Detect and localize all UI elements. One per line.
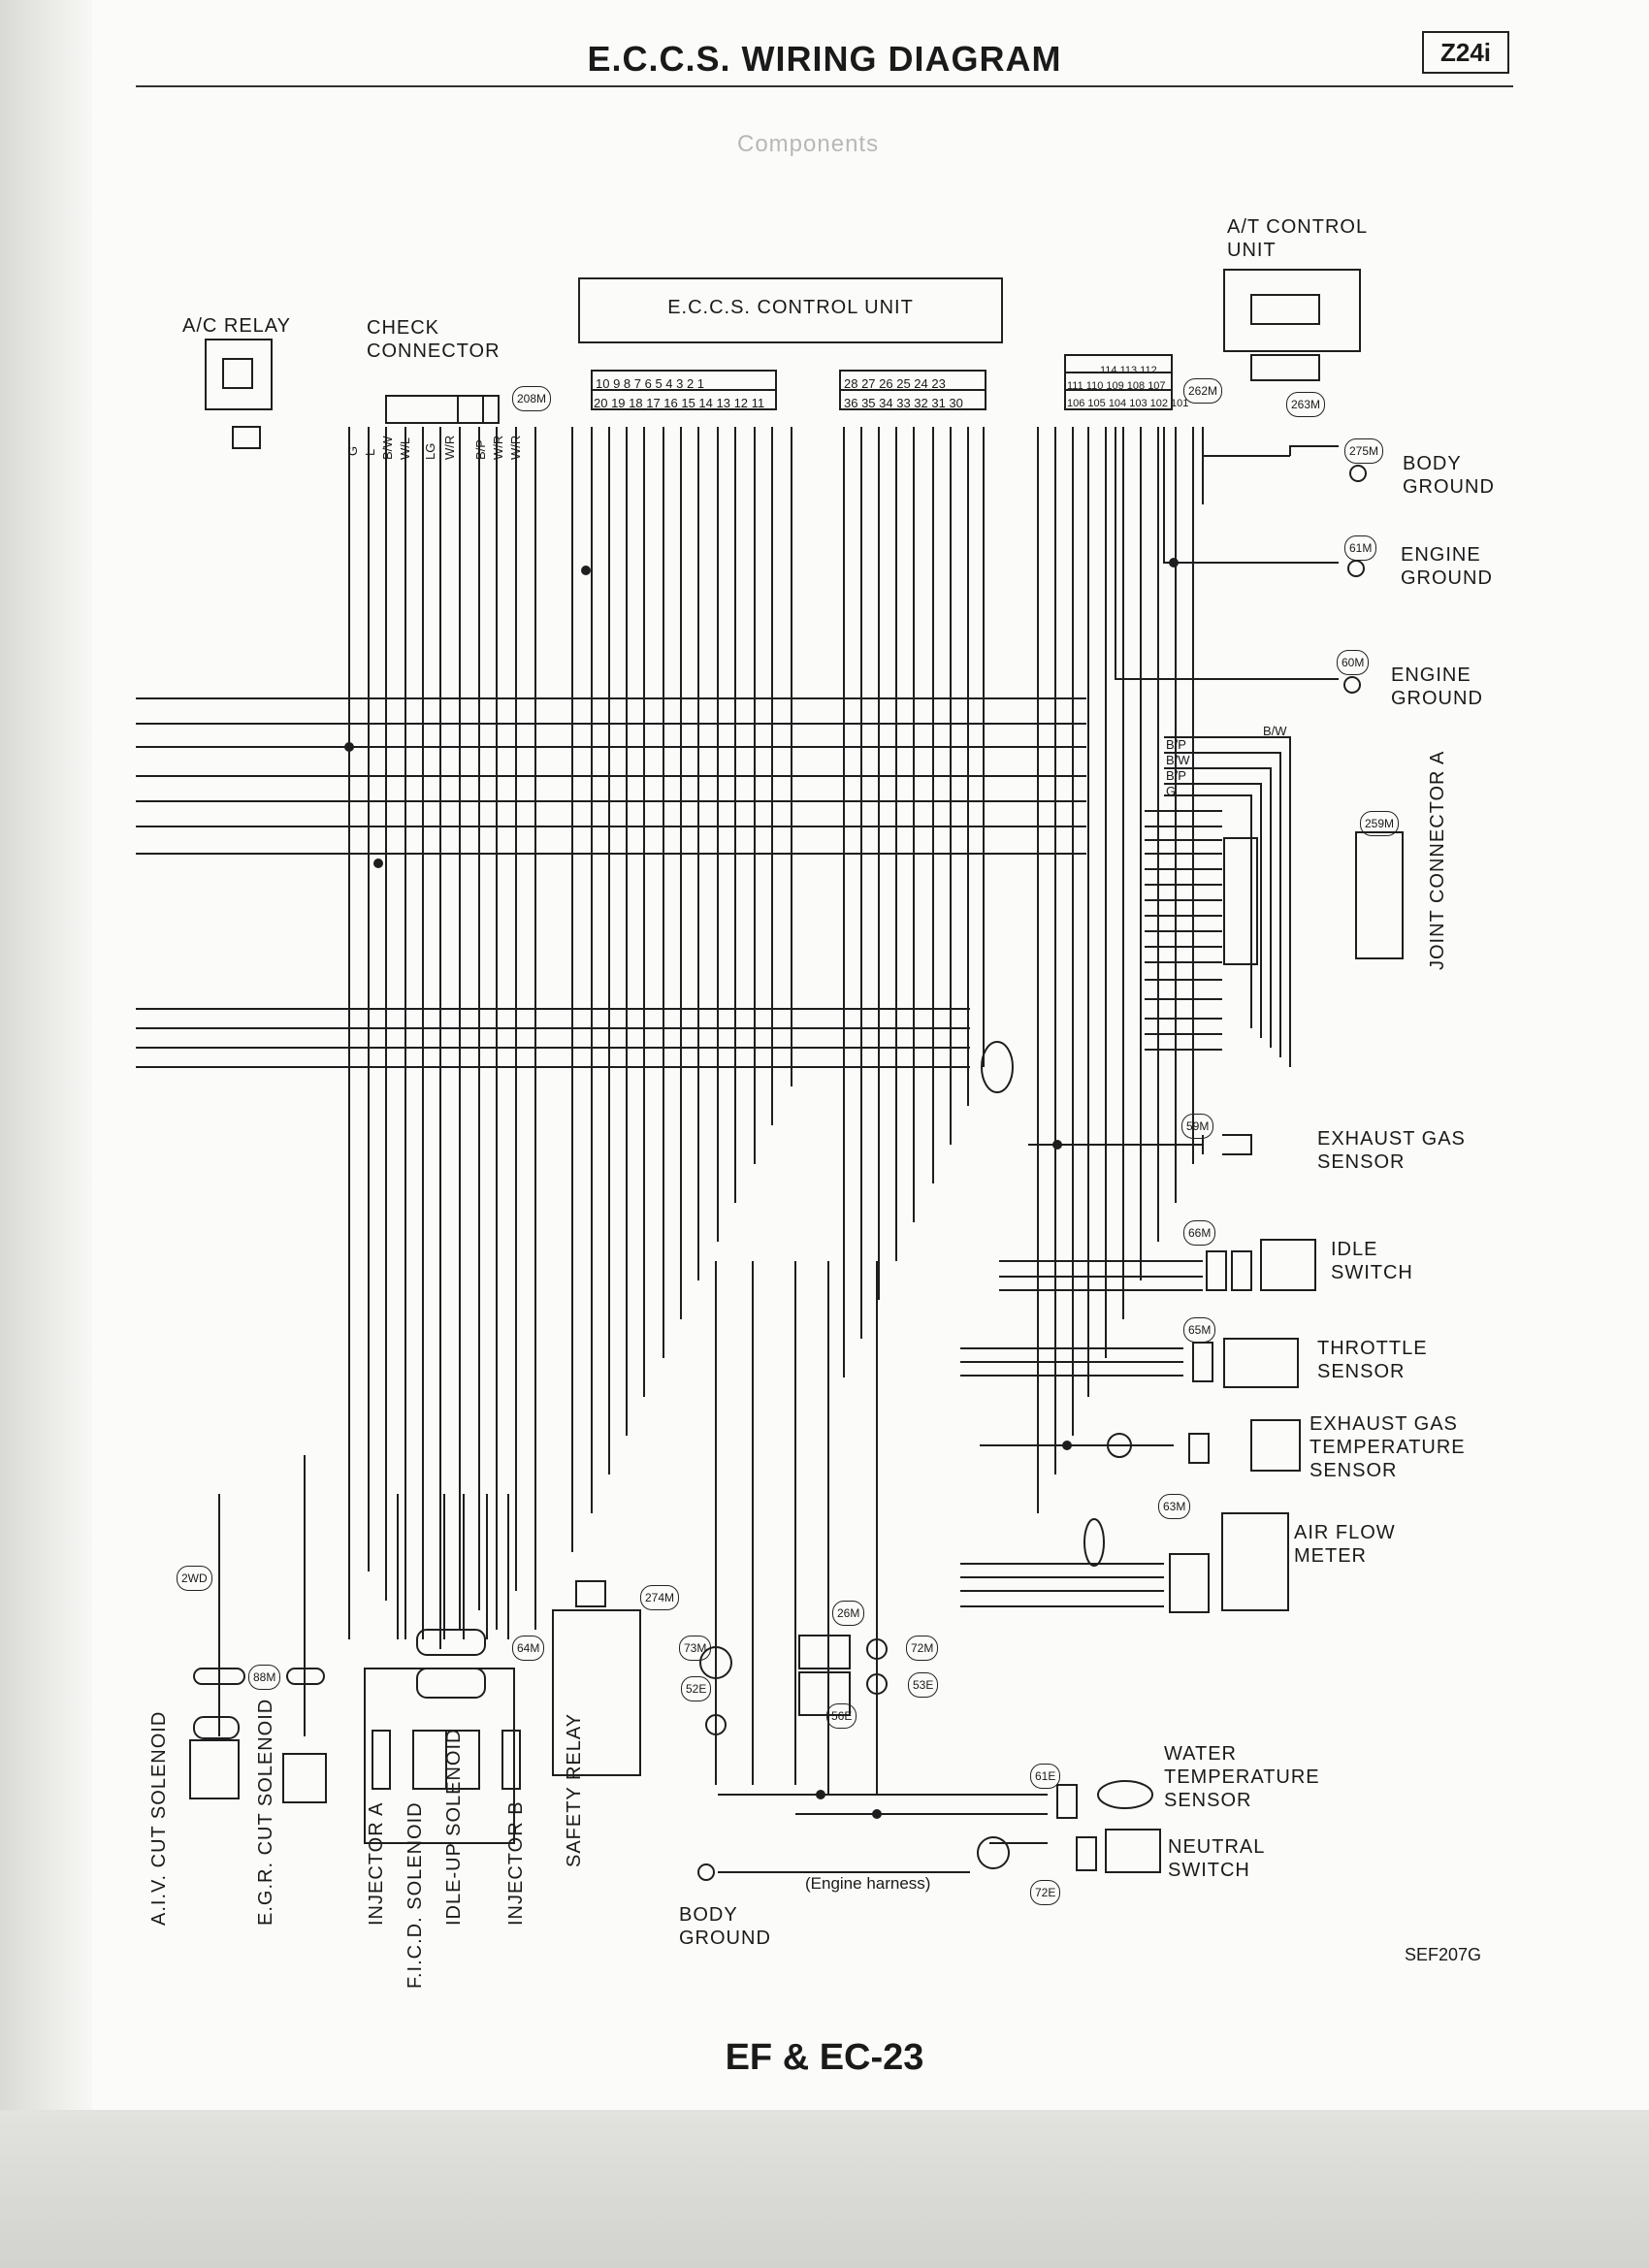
bus-color-a-3: B/P bbox=[1166, 768, 1186, 783]
neutral-switch-label: NEUTRAL SWITCH bbox=[1168, 1836, 1266, 1881]
joint-connector-label: JOINT CONNECTOR A bbox=[1427, 750, 1448, 970]
conn-274m: 274M bbox=[640, 1585, 679, 1610]
conn-259m: 259M bbox=[1360, 811, 1399, 836]
exhaust-temp-sensor-label: EXHAUST GAS TEMPERATURE SENSOR bbox=[1310, 1413, 1466, 1481]
ecu-pin-row-3: 28 27 26 25 24 23 bbox=[844, 376, 946, 391]
conn-56e: 56E bbox=[826, 1703, 857, 1729]
egr-cut-solenoid-label: E.G.R. CUT SOLENOID bbox=[255, 1698, 276, 1926]
ecu-pin-row-5: 114 113 112 bbox=[1100, 365, 1157, 376]
conn-53e: 53E bbox=[908, 1672, 938, 1698]
body-ground-label-2: BODY GROUND bbox=[679, 1904, 771, 1949]
ecu-connector-c bbox=[1065, 355, 1172, 409]
bus-color-a-4: G bbox=[1166, 784, 1177, 798]
ac-relay-label: A/C RELAY bbox=[182, 315, 291, 337]
conn-60m: 60M bbox=[1337, 650, 1369, 675]
engine-ground-label-1: ENGINE GROUND bbox=[1401, 544, 1493, 589]
at-control-unit-label: A/T CONTROL UNIT bbox=[1227, 216, 1369, 261]
conn-66m: 66M bbox=[1183, 1220, 1215, 1246]
air-flow-meter-label: AIR FLOW METER bbox=[1294, 1522, 1396, 1567]
page-title: E.C.C.S. WIRING DIAGRAM bbox=[587, 39, 1062, 79]
wire-lg: LG bbox=[423, 442, 437, 460]
conn-63m: 63M bbox=[1158, 1494, 1190, 1519]
conn-72e: 72E bbox=[1030, 1880, 1060, 1905]
conn-73m: 73M bbox=[679, 1636, 711, 1661]
engine-ground-label-2: ENGINE GROUND bbox=[1391, 664, 1483, 709]
wire-g: G bbox=[345, 445, 360, 456]
conn-65m: 65M bbox=[1183, 1317, 1215, 1343]
ecu-pin-row-2: 20 19 18 17 16 15 14 13 12 11 bbox=[594, 396, 765, 410]
conn-2wd: 2WD bbox=[177, 1566, 212, 1591]
bus-color-a-0: B/W bbox=[1263, 724, 1287, 738]
idle-up-solenoid-label: IDLE-UP SOLENOID bbox=[443, 1728, 465, 1926]
aiv-cut-solenoid-label: A.I.V. CUT SOLENOID bbox=[148, 1710, 170, 1926]
wire-wr: W/R bbox=[442, 435, 457, 460]
water-temp-sensor-label: WATER TEMPERATURE SENSOR bbox=[1164, 1743, 1320, 1811]
ecu-label: E.C.C.S. CONTROL UNIT bbox=[667, 297, 914, 318]
bus-color-a-1: B/P bbox=[1166, 737, 1186, 752]
conn-208m: 208M bbox=[512, 386, 551, 411]
ecu-pin-row-7: 106 105 104 103 102 101 bbox=[1067, 398, 1189, 409]
safety-relay-label: SAFETY RELAY bbox=[564, 1712, 585, 1867]
figure-code: SEF207G bbox=[1405, 1945, 1482, 1964]
injector-b-label: INJECTOR B bbox=[505, 1800, 527, 1926]
conn-61e: 61E bbox=[1030, 1764, 1060, 1789]
injector-a-label: INJECTOR A bbox=[366, 1801, 387, 1926]
ecu-pin-row-6: 111 110 109 108 107 bbox=[1067, 380, 1166, 392]
at-control-box bbox=[1224, 270, 1360, 351]
page-number: EF & EC-23 bbox=[725, 2037, 924, 2078]
conn-61m: 61M bbox=[1344, 535, 1376, 561]
conn-263m: 263M bbox=[1286, 392, 1325, 417]
schematic-lines bbox=[136, 270, 1403, 1880]
check-connector-label: CHECK CONNECTOR bbox=[367, 317, 501, 362]
conn-275m: 275M bbox=[1344, 438, 1383, 464]
ac-relay-box bbox=[206, 340, 272, 409]
wire-wl: W/L bbox=[398, 437, 412, 460]
idle-switch-label: IDLE SWITCH bbox=[1331, 1239, 1413, 1283]
ficd-solenoid-label: F.I.C.D. SOLENOID bbox=[404, 1801, 426, 1989]
wire-wr-2: W/R bbox=[491, 435, 505, 460]
ecu-pin-row-4: 36 35 34 33 32 31 30 bbox=[844, 396, 963, 410]
engine-harness-label: (Engine harness) bbox=[805, 1874, 931, 1893]
wire-bp: B/P bbox=[473, 439, 488, 460]
conn-262m: 262M bbox=[1183, 378, 1222, 404]
conn-59m: 59M bbox=[1181, 1114, 1213, 1139]
exhaust-gas-sensor-label: EXHAUST GAS SENSOR bbox=[1317, 1128, 1466, 1173]
conn-72m: 72M bbox=[906, 1636, 938, 1661]
wire-bw: B/W bbox=[380, 436, 395, 460]
ecu-pin-row-1: 10 9 8 7 6 5 4 3 2 1 bbox=[596, 376, 705, 391]
body-ground-label-1: BODY GROUND bbox=[1403, 453, 1495, 498]
model-badge: Z24i bbox=[1422, 31, 1509, 74]
bus-color-a-2: B/W bbox=[1166, 753, 1190, 767]
conn-26m: 26M bbox=[832, 1601, 864, 1626]
bleed-through-text: Components bbox=[737, 131, 880, 157]
conn-64m: 64M bbox=[512, 1636, 544, 1661]
throttle-sensor-label: THROTTLE SENSOR bbox=[1317, 1338, 1428, 1382]
wire-l: L bbox=[363, 448, 377, 456]
safety-relay-box bbox=[553, 1610, 640, 1775]
wire-wr-3: W/R bbox=[508, 435, 523, 460]
conn-52e: 52E bbox=[681, 1676, 711, 1701]
conn-88m: 88M bbox=[248, 1665, 280, 1690]
